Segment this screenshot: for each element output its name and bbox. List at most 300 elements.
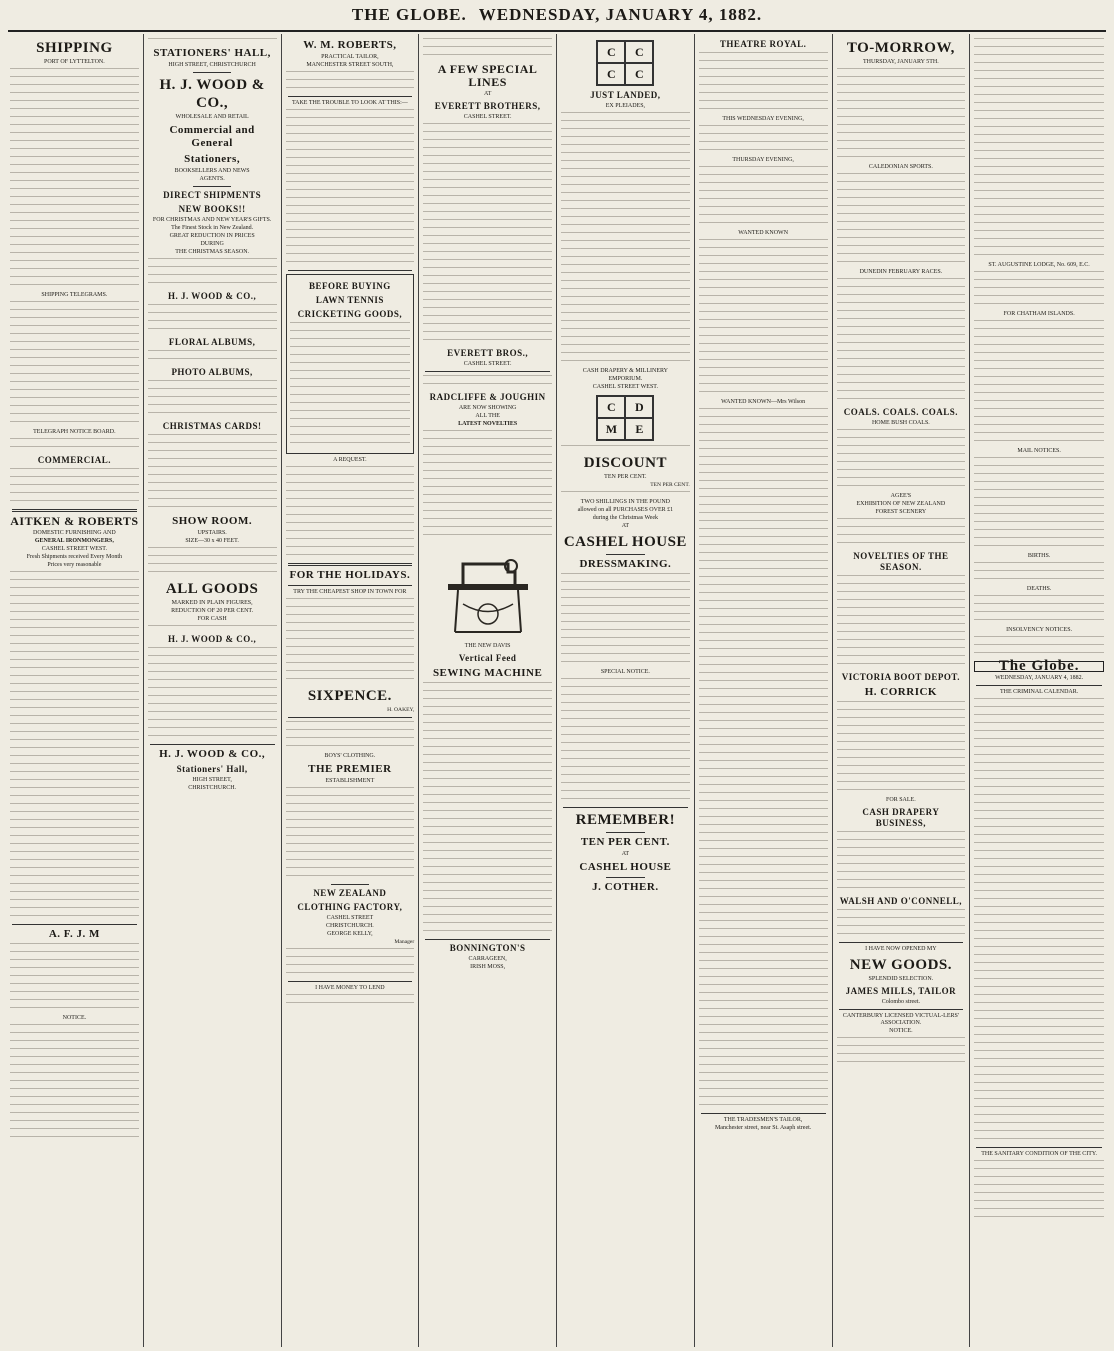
text-line-block — [561, 597, 690, 603]
text-line-block — [837, 181, 966, 187]
text-line-block — [10, 875, 139, 881]
text-line-block — [10, 739, 139, 745]
text-line-block — [423, 818, 552, 824]
ten-per-cent-2: TEN PER CENT. — [650, 482, 690, 488]
shipping-heading: SHIPPING — [36, 40, 113, 56]
text-line-block — [974, 46, 1104, 52]
text-line-block — [10, 731, 139, 737]
text-line-block — [974, 222, 1104, 228]
text-line-block — [699, 1048, 828, 1054]
text-line-block — [974, 206, 1104, 212]
text-line-block — [423, 219, 552, 225]
all-goods: ALL GOODS — [165, 581, 259, 597]
text-line-block — [699, 198, 828, 204]
text-line-block — [423, 882, 552, 888]
text-line-block — [974, 954, 1104, 960]
text-line-block — [10, 325, 139, 331]
text-line-block — [974, 698, 1104, 704]
text-line-block — [837, 781, 966, 787]
text-line-block — [423, 738, 552, 744]
text-line-block — [10, 68, 139, 74]
thursday-evening: THURSDAY EVENING, — [732, 157, 794, 163]
text-line-block — [699, 608, 828, 614]
text-line-block — [561, 272, 690, 278]
text-line-block — [286, 795, 415, 801]
text-line-block — [974, 303, 1104, 309]
text-line-block — [974, 619, 1104, 625]
text-line-block — [561, 160, 690, 166]
request-heading: A REQUEST. — [333, 457, 367, 463]
commercial-heading: COMMERCIAL. — [37, 455, 111, 465]
text-line-block — [10, 755, 139, 761]
text-line-block — [423, 518, 552, 524]
text-line-block — [974, 570, 1104, 576]
text-line-block — [699, 263, 828, 269]
text-line-block — [561, 621, 690, 627]
text-line-block — [290, 402, 411, 408]
text-line-block — [10, 180, 139, 186]
text-line-block — [561, 613, 690, 619]
text-line-block — [974, 134, 1104, 140]
text-line-block — [699, 100, 828, 106]
text-line-block — [423, 307, 552, 313]
text-line-block — [974, 457, 1104, 463]
text-line-block — [837, 302, 966, 308]
text-line-block — [10, 373, 139, 379]
text-line-block — [974, 392, 1104, 398]
finest-stock: The Finest Stock in New Zealand. — [171, 225, 254, 231]
text-line-block — [286, 253, 415, 259]
text-line-block — [148, 396, 277, 402]
text-line-block — [148, 282, 277, 288]
text-line-block — [974, 238, 1104, 244]
stationers-hall-2: Stationers' Hall, — [176, 764, 248, 774]
text-line-block — [699, 68, 828, 74]
text-line-block — [10, 951, 139, 957]
text-line-block — [423, 494, 552, 500]
text-line-block — [286, 538, 415, 544]
text-line-block — [286, 165, 415, 171]
splendid-selection: SPLENDID SELECTION. — [868, 976, 934, 982]
text-line-block — [699, 311, 828, 317]
text-line-block — [974, 166, 1104, 172]
text-line-block — [699, 792, 828, 798]
text-line-block — [561, 491, 690, 497]
text-line-block — [699, 255, 828, 261]
text-line-block — [974, 866, 1104, 872]
text-line-block — [10, 276, 139, 282]
james-mills: JAMES MILLS, TAILOR — [845, 986, 957, 996]
direct-shipments: DIRECT SHIPMENTS — [163, 190, 262, 200]
text-line-block — [974, 1090, 1104, 1096]
cricket-ad — [286, 274, 415, 454]
text-line-block — [286, 606, 415, 612]
floral-albums: FLORAL ALBUMS, — [168, 337, 256, 347]
column-7 — [833, 34, 971, 1347]
text-line-block — [561, 328, 690, 334]
text-line-block — [974, 198, 1104, 204]
text-line-block — [974, 778, 1104, 784]
text-line-block — [699, 728, 828, 734]
text-line-block — [286, 482, 415, 488]
text-line-block — [148, 687, 277, 693]
text-line-block — [974, 62, 1104, 68]
text-line-block — [974, 603, 1104, 609]
text-line-block — [423, 187, 552, 193]
text-line-block — [699, 279, 828, 285]
text-line-block — [974, 1200, 1104, 1206]
text-line-block — [974, 1066, 1104, 1072]
high-street-2: HIGH STREET, — [192, 777, 232, 783]
text-line-block — [286, 598, 415, 604]
text-line-block — [974, 1074, 1104, 1080]
text-line-block — [974, 214, 1104, 220]
text-line-block — [423, 339, 552, 345]
text-line-block — [10, 779, 139, 785]
logo-letter: C — [597, 63, 625, 85]
text-line-block — [10, 92, 139, 98]
cashel-west: CASHEL STREET WEST. — [592, 384, 659, 390]
text-line-block — [286, 638, 415, 644]
text-line-block — [561, 136, 690, 142]
port-heading: PORT OF LYTTELTON. — [43, 59, 105, 65]
new-goods: NEW GOODS. — [849, 957, 952, 973]
text-line-block — [148, 563, 277, 569]
hj-wood-heading: H. J. WOOD & CO., — [159, 77, 265, 111]
text-line-block — [286, 474, 415, 480]
text-line-block — [699, 584, 828, 590]
text-line-block — [148, 404, 277, 410]
text-line-block — [561, 152, 690, 158]
text-line-block — [974, 730, 1104, 736]
text-line-block — [699, 936, 828, 942]
text-line-block — [423, 283, 552, 289]
text-line-block — [699, 808, 828, 814]
text-line-block — [423, 46, 552, 52]
text-line-block — [423, 714, 552, 720]
text-line-block — [423, 131, 552, 137]
text-line-block — [10, 1088, 139, 1094]
text-line-block — [290, 394, 411, 400]
text-line-block — [699, 133, 828, 139]
text-line-block — [148, 719, 277, 725]
columns — [6, 34, 1108, 1347]
text-line-block — [699, 92, 828, 98]
text-line-block — [561, 224, 690, 230]
text-line-block — [290, 370, 411, 376]
text-line-block — [148, 671, 277, 677]
text-line-block — [148, 328, 277, 334]
text-line-block — [699, 408, 828, 414]
christchurch-3: CHRISTCHURCH. — [325, 922, 374, 929]
text-line-block — [974, 1138, 1104, 1144]
text-line-block — [10, 140, 139, 146]
text-line-block — [561, 256, 690, 262]
text-line-block — [423, 722, 552, 728]
text-line-block — [148, 320, 277, 326]
christchurch: CHRISTCHURCH. — [188, 785, 237, 791]
text-line-block — [974, 344, 1104, 350]
text-line-block — [561, 216, 690, 222]
text-line-block — [286, 745, 415, 751]
text-line-block — [286, 71, 415, 77]
text-line-block — [286, 514, 415, 520]
text-line-block — [10, 438, 139, 444]
text-line-block — [10, 1104, 139, 1110]
text-line-block — [423, 834, 552, 840]
text-line-block — [699, 712, 828, 718]
prices-note: Prices very reasonable — [47, 562, 102, 568]
sixpence: SIXPENCE. — [307, 688, 392, 704]
text-line-block — [423, 155, 552, 161]
text-line-block — [699, 784, 828, 790]
text-line-block — [837, 575, 966, 581]
emporium: EMPORIUM. — [608, 376, 643, 382]
text-line-block — [286, 237, 415, 243]
premier: THE PREMIER — [308, 762, 392, 775]
text-line-block — [561, 653, 690, 659]
text-line-block — [837, 631, 966, 637]
text-line-block — [699, 182, 828, 188]
text-line-block — [561, 734, 690, 740]
column-5 — [557, 34, 695, 1347]
telegraph-board: TELEGRAPH NOTICE BOARD. — [33, 429, 116, 435]
text-line-block — [699, 472, 828, 478]
text-line-block — [423, 810, 552, 816]
text-line-block — [423, 730, 552, 736]
text-line-block — [10, 967, 139, 973]
text-line-block — [974, 1050, 1104, 1056]
text-line-block — [10, 595, 139, 601]
text-line-block — [286, 859, 415, 865]
for-sale: FOR SALE. — [886, 797, 916, 803]
text-line-block — [561, 168, 690, 174]
criminal-calendar: THE CRIMINAL CALENDAR. — [999, 688, 1079, 695]
text-line-block — [148, 655, 277, 661]
hj-wood-3: H. J. WOOD & CO., — [167, 634, 257, 644]
text-line-block — [423, 123, 552, 129]
text-line-block — [286, 721, 415, 727]
text-line-block — [423, 906, 552, 912]
text-line-block — [10, 389, 139, 395]
text-line-block — [290, 378, 411, 384]
text-line-block — [837, 542, 966, 548]
text-line-block — [10, 1120, 139, 1126]
text-line-block — [974, 850, 1104, 856]
text-line-block — [837, 342, 966, 348]
text-line-block — [148, 474, 277, 480]
text-line-block — [699, 928, 828, 934]
text-line-block — [974, 722, 1104, 728]
lawn-tennis: LAWN TENNIS — [315, 295, 384, 305]
text-line-block — [699, 632, 828, 638]
home-bush: HOME BUSH COALS. — [871, 420, 930, 426]
text-line-block — [423, 930, 552, 936]
text-line-block — [974, 794, 1104, 800]
text-line-block — [290, 442, 411, 448]
text-line-block — [286, 662, 415, 668]
text-line-block — [699, 1056, 828, 1062]
text-line-block — [837, 461, 966, 467]
text-line-block — [286, 803, 415, 809]
try-cheapest: TRY THE CHEAPEST SHOP IN TOWN FOR — [293, 589, 407, 595]
text-line-block — [290, 322, 411, 328]
text-line-block — [974, 78, 1104, 84]
text-line-block — [699, 141, 828, 147]
text-line-block — [974, 320, 1104, 326]
xmas-gifts: FOR CHRISTMAS AND NEW YEAR'S GIFTS. — [152, 217, 272, 223]
text-line-block — [837, 358, 966, 364]
text-line-block — [423, 267, 552, 273]
aitken-sub: DOMESTIC FURNISHING AND — [33, 530, 116, 536]
text-line-block — [286, 181, 415, 187]
text-line-block — [837, 445, 966, 451]
text-line-block — [699, 800, 828, 806]
text-line-block — [837, 847, 966, 853]
text-line-block — [10, 659, 139, 665]
text-line-block — [699, 888, 828, 894]
logo-letter: E — [625, 418, 653, 440]
text-line-block — [423, 770, 552, 776]
mail-notices: MAIL NOTICES. — [1017, 448, 1061, 454]
text-line-block — [10, 188, 139, 194]
text-line-block — [699, 84, 828, 90]
text-line-block — [10, 683, 139, 689]
text-line-block — [837, 189, 966, 195]
text-line-block — [10, 635, 139, 641]
text-line-block — [286, 79, 415, 85]
text-line-block — [10, 500, 139, 506]
text-line-block — [561, 184, 690, 190]
ten-per-cent-1: TEN PER CENT. — [604, 474, 647, 480]
text-line-block — [423, 211, 552, 217]
text-line-block — [10, 309, 139, 315]
text-line-block — [10, 899, 139, 905]
text-line-block — [699, 1016, 828, 1022]
text-line-block — [561, 128, 690, 134]
text-line-block — [699, 327, 828, 333]
text-line-block — [974, 424, 1104, 430]
text-line-block — [837, 116, 966, 122]
text-line-block — [148, 388, 277, 394]
text-line-block — [974, 986, 1104, 992]
cashel-house-2: CASHEL HOUSE — [579, 860, 672, 873]
victoria-boot: VICTORIA BOOT DEPOT. — [841, 672, 961, 682]
text-line-block — [699, 480, 828, 486]
text-line-block — [837, 237, 966, 243]
text-line-block — [974, 1018, 1104, 1024]
text-line-block — [699, 872, 828, 878]
text-line-block — [148, 358, 277, 364]
text-line-block — [10, 803, 139, 809]
text-line-block — [837, 205, 966, 211]
text-line-block — [699, 214, 828, 220]
text-line-block — [10, 381, 139, 387]
text-line-block — [974, 70, 1104, 76]
text-line-block — [837, 310, 966, 316]
text-line-block — [699, 1088, 828, 1094]
text-line-block — [837, 68, 966, 74]
text-line-block — [561, 288, 690, 294]
text-line-block — [974, 906, 1104, 912]
text-line-block — [699, 1064, 828, 1070]
text-line-block — [699, 190, 828, 196]
text-line-block — [974, 595, 1104, 601]
text-line-block — [974, 190, 1104, 196]
text-line-block — [10, 819, 139, 825]
text-line-block — [148, 498, 277, 504]
text-line-block — [837, 140, 966, 146]
text-line-block — [699, 552, 828, 558]
text-line-block — [974, 644, 1104, 650]
text-line-block — [699, 848, 828, 854]
theatre-royal: THEATRE ROYAL. — [719, 39, 807, 49]
text-line-block — [974, 400, 1104, 406]
text-line-block — [699, 648, 828, 654]
text-line-block — [148, 434, 277, 440]
text-line-block — [699, 335, 828, 341]
text-line-block — [974, 1168, 1104, 1174]
text-line-block — [10, 943, 139, 949]
text-line-block — [974, 746, 1104, 752]
text-line-block — [10, 1080, 139, 1086]
text-line-block — [148, 412, 277, 418]
cc-logo — [596, 40, 654, 86]
text-line-block — [10, 284, 139, 290]
text-line-block — [837, 733, 966, 739]
aitken-sub2: GENERAL IRONMONGERS, — [34, 538, 114, 544]
text-line-block — [561, 581, 690, 587]
wanted-known-1: WANTED KNOWN — [738, 230, 789, 236]
text-line-block — [286, 630, 415, 636]
text-line-block — [423, 38, 552, 44]
text-line-block — [286, 197, 415, 203]
text-line-block — [423, 163, 552, 169]
text-line-block — [699, 688, 828, 694]
text-line-block — [974, 1026, 1104, 1032]
text-line-block — [148, 727, 277, 733]
show-room: SHOW ROOM. — [172, 515, 253, 527]
text-line-block — [10, 667, 139, 673]
text-line-block — [699, 856, 828, 862]
text-line-block — [974, 408, 1104, 414]
text-line-block — [10, 196, 139, 202]
text-line-block — [423, 898, 552, 904]
clothing-factory: CLOTHING FACTORY, — [297, 901, 403, 912]
text-line-block — [286, 994, 415, 1000]
reduction-20: REDUCTION OF 20 PER CENT. — [171, 608, 254, 614]
text-line-block — [974, 158, 1104, 164]
text-line-block — [699, 880, 828, 886]
text-line-block — [290, 386, 411, 392]
text-line-block — [561, 208, 690, 214]
text-line-block — [286, 133, 415, 139]
text-line-block — [974, 110, 1104, 116]
text-line-block — [699, 247, 828, 253]
text-line-block — [10, 468, 139, 474]
text-line-block — [423, 842, 552, 848]
text-line-block — [699, 520, 828, 526]
text-line-block — [837, 607, 966, 613]
text-line-block — [10, 827, 139, 833]
text-line-block — [699, 968, 828, 974]
text-line-block — [974, 970, 1104, 976]
text-line-block — [699, 816, 828, 822]
text-line-block — [286, 205, 415, 211]
text-line-block — [561, 248, 690, 254]
text-line-block — [423, 762, 552, 768]
text-line-block — [974, 246, 1104, 252]
